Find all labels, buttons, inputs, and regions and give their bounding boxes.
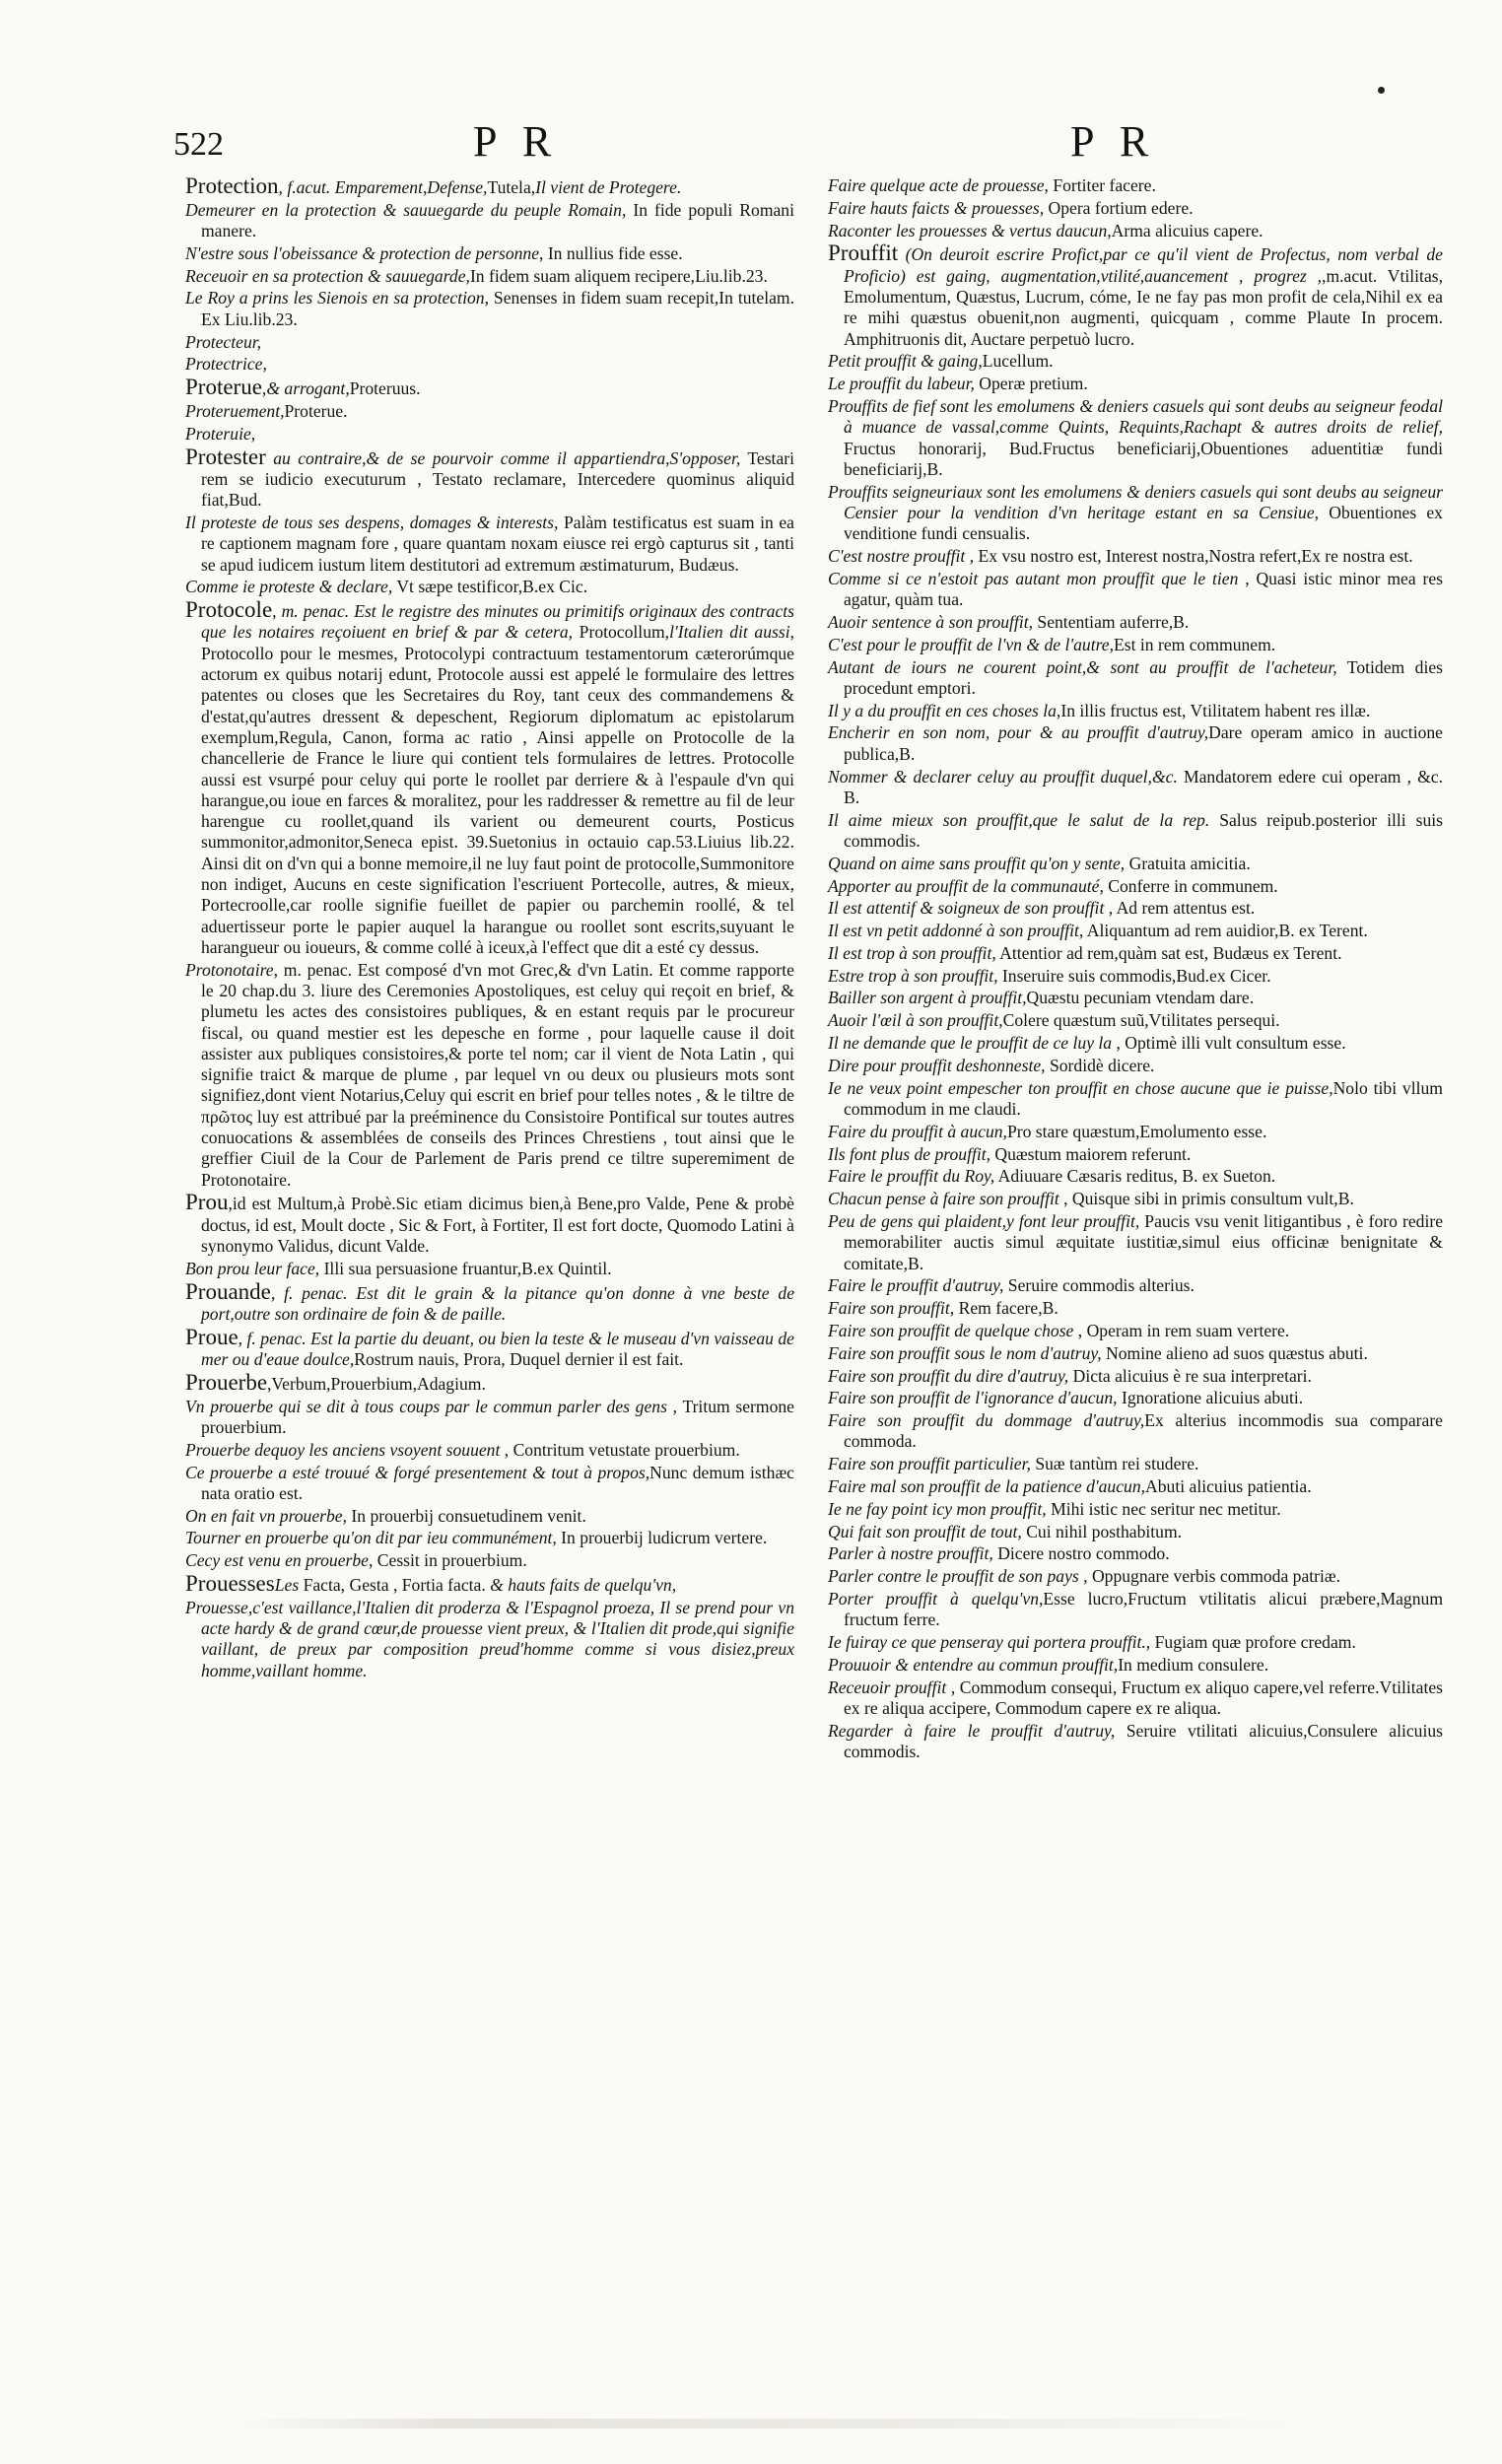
latin-text: Ignoratione alicuius abuti. [1117, 1388, 1304, 1408]
latin-text: Nomine alieno ad suos quæstus abuti. [1101, 1342, 1368, 1363]
latin-text: , In fide populi Romani manere. [201, 199, 794, 241]
headword: Prouffit [828, 240, 899, 266]
dictionary-entry [828, 722, 1443, 765]
latin-text: Colere quæstum suũ,Vtilitates persequi. [1002, 1010, 1280, 1031]
french-text: Comme ie proteste & declare, [185, 577, 393, 597]
latin-text: , Tritum sermone prouerbium. [201, 1396, 794, 1437]
latin-text: Quæstum maiorem referunt. [990, 1143, 1192, 1164]
french-text: Faire le prouffit d'autruy, [828, 1275, 1004, 1296]
french-text: Qui fait son prouffit de tout, [828, 1521, 1022, 1541]
dictionary-entry [828, 635, 1443, 655]
french-text: Faire son prouffit du dire d'autruy, [828, 1365, 1069, 1386]
latin-text: Abuti alicuius patientia. [1145, 1476, 1312, 1497]
dictionary-entry [185, 1528, 794, 1548]
latin-text: Opera fortium edere. [1044, 197, 1194, 218]
latin-text: Rem facere,B. [954, 1298, 1058, 1319]
french-text: Receuoir prouffit [828, 1677, 947, 1697]
latin-text: Est in rem communem. [1114, 634, 1276, 654]
french-text: , f.acut. Emparement,Defense, [278, 177, 488, 197]
dictionary-entry [828, 1078, 1443, 1121]
dictionary-entry [828, 988, 1443, 1008]
latin-text: , Operam in rem suam vertere. [1073, 1320, 1290, 1340]
dictionary-entry [828, 1298, 1443, 1319]
dictionary-entry [828, 1454, 1443, 1474]
french-text: N'estre sous l'obeissance & protection de personne [185, 242, 540, 263]
french-text: C'est nostre prouffit [828, 546, 966, 567]
left-column [185, 175, 794, 1682]
french-text: Faire son prouffit du dommage d'autruy, [828, 1410, 1145, 1431]
latin-text: Fugiam quæ profore credam. [1150, 1632, 1356, 1653]
dictionary-entry [828, 1410, 1443, 1453]
french-text: Faire son prouffit de quelque chose [828, 1320, 1074, 1340]
latin-text: Ex alterius incommodis sua comparare commoda. [844, 1410, 1443, 1452]
french-text: Ie ne veux point empescher ton prouffit en chose aucune que ie puisse, [828, 1077, 1333, 1098]
french-text: Faire son prouffit, [828, 1298, 955, 1319]
latin-text: Mandatorem edere cui operam , &c. B. [844, 766, 1443, 807]
dictionary-entry [185, 266, 794, 287]
french-text: Regarder à faire le prouffit d'autruy, [828, 1720, 1116, 1741]
french-text: Bon prou leur face, [185, 1258, 320, 1278]
latin-text: Protocollum, [573, 622, 670, 643]
latin-text: In prouerbij consuetudinem venit. [347, 1505, 586, 1526]
dictionary-entry [828, 482, 1443, 545]
dictionary-entry [828, 175, 1443, 196]
page-number: 522 [173, 126, 224, 163]
latin-text: , Quisque sibi in primis consultum vult,B. [1058, 1189, 1354, 1209]
headword: Proterue [185, 375, 262, 400]
latin-text: Operæ pretium. [974, 374, 1088, 394]
dictionary-entry [828, 854, 1443, 874]
dictionary-entry [185, 175, 794, 198]
dictionary-entry [828, 966, 1443, 987]
french-text: , f. penac. Est dit le grain & la pitance qu'on donne à vne beste de port,outre son ordinaire de foin & de paille. [201, 1282, 794, 1324]
french-text: Faire quelque acte de prouesse, [828, 175, 1049, 195]
dictionary-entry [828, 1476, 1443, 1497]
latin-text: ,Verbum,Prouerbium,Adagium. [267, 1373, 486, 1394]
dictionary-entry [185, 1278, 794, 1326]
french-text: Il est trop à son prouffit, [828, 942, 996, 963]
french-text: Prouffits seigneuriaux sont les emolumens & deniers casuels qui sont deubs au seigneur Censier pour la vendition d'vn heritage estant en sa Censiue, [828, 481, 1443, 522]
headword: Protester [185, 444, 266, 469]
dictionary-entry [828, 351, 1443, 372]
latin-text: Cessit in prouerbium. [373, 1550, 527, 1571]
latin-text: Illi sua persuasione fruantur,B.ex Quintil. [319, 1258, 612, 1278]
latin-text: Vt sæpe testificor,B.ex Cic. [392, 577, 588, 597]
french-text: Protectrice, [185, 354, 267, 375]
latin-text: Tutela, [487, 177, 536, 197]
french-text: (On deuroit escrire Profict,par ce qu'il vient de Profectus, nom verbal de Proficio) est gaing, augmentation,vtilité,auancement , progrez , [844, 244, 1443, 286]
dictionary-entry [185, 424, 794, 445]
dictionary-entry [185, 376, 794, 399]
dictionary-entry [828, 546, 1443, 567]
dictionary-entry [185, 1192, 794, 1257]
french-text: Bailler son argent à prouffit, [828, 988, 1027, 1008]
dictionary-entry [828, 701, 1443, 721]
headword: Prouande [185, 1278, 271, 1304]
french-text: Nommer & declarer celuy au prouffit duquel,&c. [828, 766, 1178, 787]
ink-dot [1378, 87, 1385, 94]
french-text: Estre trop à son prouffit, [828, 965, 998, 986]
french-text: , m. penac. Est le registre des minutes ou primitifs originaux des contracts que les notaires reçoiuent en brief & par & cetera, [201, 601, 794, 643]
dictionary-entry [828, 1589, 1443, 1631]
latin-text: Paucis vsu venit litigantibus , è foro redire memorabiliter auctis simul æquitate iustitiæ,simul eius officinæ benignitate & comitate,B. [844, 1210, 1444, 1273]
dictionary-entry [828, 1056, 1443, 1076]
latin-text: Nunc demum isthæc nata oratio est. [201, 1462, 794, 1503]
headword: Prouesses [185, 1571, 275, 1596]
dictionary-entry [828, 198, 1443, 219]
french-text: l'Italien dit aussi [669, 622, 790, 643]
dictionary-entry [185, 1259, 794, 1279]
latin-text: Obuentiones ex venditione fundi censualis. [844, 502, 1443, 544]
latin-text: Gratuita amicitia. [1125, 853, 1251, 873]
dictionary-entry [185, 200, 794, 242]
french-text: Apporter au prouffit de la communauté, [828, 875, 1104, 896]
french-text: Porter prouffit à quelqu'vn, [828, 1589, 1044, 1608]
french-text: Encherir en son nom, pour & au prouffit d'autruy, [828, 722, 1209, 743]
latin-text: , Ex vsu nostro est, Interest nostra,Nostra refert,Ex re nostra est. [965, 546, 1413, 567]
french-text: Le prouffit du labeur, [828, 374, 975, 394]
latin-text: In medium consulere. [1118, 1654, 1269, 1675]
dictionary-entry [185, 1506, 794, 1527]
dictionary-entry [185, 332, 794, 353]
french-text: Proteruement, [185, 400, 285, 421]
latin-text: Aliquantum ad rem auidior,B. ex Terent. [1083, 921, 1368, 941]
french-text: Chacun pense à faire son prouffit [828, 1189, 1059, 1209]
dictionary-entry [828, 374, 1443, 394]
dictionary-entry [185, 401, 794, 422]
dictionary-entry [185, 354, 794, 375]
dictionary-entry [828, 657, 1443, 700]
latin-text: ,id est Multum,à Probè.Sic etiam dicimus bien,à Bene,pro Valde, Pene & probè doctus, id est, Moult docte , Sic & Fort, à Fortiter, Il est fort docte, Quomodo Latini à synonymo Validus, dicunt Valde. [201, 1194, 794, 1257]
french-text: Faire son prouffit de l'ignorance d'aucun, [828, 1388, 1118, 1408]
latin-text: , Commodum consequi, Fructum ex aliquo capere,vel referre.Vtilitates ex re aliqua accipere, Commodum capere ex re aliqua. [844, 1677, 1443, 1718]
dictionary-entry [828, 221, 1443, 241]
french-text: Autant de iours ne courent point,& sont au prouffit de l'acheteur, [828, 656, 1337, 677]
latin-text: , Protocollo pour le mesmes, Protocolypi contractuum testamentorum cæterorúmque actorum ex quibus notarij edunt, Protocole aussi est appelé le formulaire des lettres patentes ou closes que les Secretaires du Roy, tant ceux des commandemens & d'estat,qu'autres dressent & depeschent, Regiorum diplomatum ac epistolarum exemplum,Regula, Canon, forma ac ratio , Ainsi appelle on Protocolle de la chancellerie de France le liure qui contient tels formulaires de lettres. Protocolle aussi est vsurpé pour celuy qui porte le roollet par derriere & à l'espaule d'vn qui harangue,ou ioue en farces & moralitez, pour les raddresser & remettre au fil de leur harengue cu roollet,quand ils varient ou demeurent courts, Posticus summonitor,admonitor,Seneca epist. 39.Suetonius in octauio cap.53.Liuius lib.22. Ainsi dit on d'vn qui a bonne memoire,il ne luy faut point de protocolle,Summonitore non indiget, Aucuns en ceste signification l'escriuent Portecolle, autres, & mieux, Portecroolle,car roolle signifie fueillet de papier ou parchemin roollé, & tel aduertisseur porte le papier auquel la harangue ou roollet sont escrits,suyuant le harangueur ou ioueurs, & comme collé à iceux,à l'effect que dit a esté cy dessus. [201, 622, 794, 957]
dictionary-entry [828, 1189, 1443, 1209]
french-text: & hauts faits de quelqu'vn, [485, 1575, 677, 1595]
latin-text: Quæstu pecuniam vtendam dare. [1026, 988, 1255, 1008]
french-text: Petit prouffit & gaing, [828, 351, 983, 372]
dictionary-entry [828, 242, 1443, 349]
headword: Proue [185, 1324, 239, 1349]
french-text: C'est pour le prouffit de l'vn & de l'autre, [828, 634, 1114, 654]
latin-text: Conferre in communem. [1103, 875, 1278, 896]
latin-text: Dicere nostro commodo. [992, 1543, 1170, 1564]
headword: Protection [185, 173, 279, 198]
latin-text: , m. penac. Est composé d'vn mot Grec,& d'vn Latin. Et comme rapporte le 20 chap.du 3. liure des Ceremonies Apostoliques, est celuy qui reçoit en brief, & plumetu les actes des consistoires publiques, & en estant requis par le procureur fiscal, ou quand mestier est les depesche en forme , pour laquelle cause il doit assister aux publiques consistoires,& porte tel nom; car il vient de Nota Latin , qui signifie traict & marque de plume , par lequel vn ou deux ou plusieurs mots sont signifiez,dont vient Notarius,Celuy qui escrit en brief pour telles notes , & le tiltre de πρῶτος luy est attribué par la preéminence du Consistoire Pontifical sur toutes autres conuocations & assemblées de conseils des Princes Chrestiens , tout ainsi que le greffier Ciuil de la Cour de Parlement de Paris prend ce tiltre superemiment de Protonotaire. [201, 959, 794, 1190]
dictionary-entry [185, 243, 794, 264]
dictionary-entry [185, 577, 794, 597]
dictionary-entry [185, 1598, 794, 1681]
french-text: Cecy est venu en prouerbe, [185, 1550, 374, 1571]
french-text: Il est vn petit addonné à son prouffit, [828, 921, 1084, 941]
latin-text: Dare operam amico in auctione publica,B. [844, 722, 1443, 764]
french-text: Il ne demande que le prouffit de ce luy la [828, 1033, 1113, 1054]
french-text: Il y a du prouffit en ces choses la, [828, 700, 1061, 720]
dictionary-entry [828, 1144, 1443, 1165]
latin-text: Dicta alicuius è re sua interpretari. [1068, 1365, 1312, 1386]
dictionary-entry [828, 921, 1443, 941]
latin-text: Sordidè dicere. [1045, 1055, 1155, 1075]
french-text: Auoir sentence à son prouffit, [828, 611, 1034, 632]
french-text: Prouffits de fief sont les emolumens & deniers casuels qui sont deubs au seigneur feodal à muance de vassal,comme Quints, Requints,Rachapt & autres droits de relief, [828, 395, 1443, 438]
dictionary-entry [828, 767, 1443, 809]
french-text: Faire mal son prouffit de la patience d'aucun, [828, 1476, 1146, 1497]
french-text: Auoir l'œil à son prouffit, [828, 1010, 1003, 1031]
latin-text: Rostrum nauis, Prora, Duquel dernier il est fait. [354, 1349, 684, 1370]
dictionary-entry [828, 1721, 1443, 1763]
dictionary-entry [828, 1010, 1443, 1031]
dictionary-entry [828, 1122, 1443, 1142]
latin-text: , Quasi istic minor mea res agatur, quàm tua. [844, 568, 1443, 610]
dictionary-entry [185, 513, 794, 576]
dictionary-entry [185, 446, 794, 512]
dictionary-entry [185, 960, 794, 1191]
french-text: Peu de gens qui plaident,y font leur prouffit, [828, 1210, 1140, 1231]
dictionary-entry [828, 1275, 1443, 1296]
french-text: Protonotaire [185, 959, 274, 980]
latin-text: Salus reipub.posterior illi suis commodis. [844, 809, 1443, 851]
latin-text: Testari rem se iudicio executurum , Testato reclamare, Intercedere quominus aliquid fiat,Bud. [201, 447, 794, 511]
french-text: Prouesse,c'est vaillance,l'Italien dit proderza & l'Espagnol proeza, Il se prend pour vn acte hardy & de grand cœur,de prouesse vient preux, & l'Italien dit prode,qui signifie vaillant, de preux par composition preud'homme comme si vous disiez,preux homme,vaillant homme. [185, 1597, 794, 1680]
latin-text: Facta, Gesta , Fortia facta. [299, 1575, 486, 1595]
dictionary-entry [185, 1463, 794, 1505]
french-text: Les [274, 1575, 300, 1595]
latin-text: Esse lucro,Fructum vtilitatis alicui præbere,Magnum fructum ferre. [844, 1589, 1443, 1630]
dictionary-entry [185, 1397, 794, 1439]
dictionary-entry [828, 1655, 1443, 1676]
french-text: Dire pour prouffit deshonneste, [828, 1055, 1046, 1075]
headword: Prouerbe [185, 1369, 268, 1395]
dictionary-entry [828, 898, 1443, 919]
latin-text: Totidem dies procedunt emptori. [844, 656, 1443, 698]
dictionary-entry [828, 1566, 1443, 1587]
latin-text: In illis fructus est, Vtilitatem habent res illæ. [1060, 700, 1371, 720]
dictionary-entry [828, 1343, 1443, 1364]
latin-text: Proteruus. [349, 378, 421, 399]
dictionary-entry [185, 1369, 794, 1395]
french-text: Proteruie, [185, 423, 256, 444]
french-text: Faire hauts faicts & prouesses, [828, 197, 1045, 218]
dictionary-entry [185, 1324, 794, 1371]
french-text: Comme si ce n'estoit pas autant mon prouffit que le tien [828, 568, 1239, 588]
dictionary-entry [828, 396, 1443, 480]
dictionary-entry [828, 810, 1443, 853]
running-head-left: P R [473, 117, 560, 166]
latin-text: Mihi istic nec seritur nec metitur. [1046, 1498, 1281, 1519]
french-text: Protecteur, [185, 331, 262, 352]
dictionary-entry [828, 1366, 1443, 1387]
dictionary-entry [185, 1550, 794, 1571]
french-text: Quand on aime sans prouffit qu'on y sente, [828, 853, 1126, 873]
dictionary-entry [185, 288, 794, 330]
latin-text: Sententiam auferre,B. [1033, 611, 1190, 632]
dictionary-entry [828, 943, 1443, 964]
latin-text: , Contritum vetustate prouerbium. [500, 1439, 740, 1460]
french-text: Faire le prouffit du Roy, [828, 1166, 995, 1187]
latin-text: Attentior ad rem,quàm sat est, Budæus ex Terent. [995, 942, 1342, 963]
latin-text: Seruire vtilitati alicuius,Consulere alicuius commodis. [844, 1720, 1443, 1762]
right-column [828, 175, 1443, 1764]
dictionary-entry [828, 1677, 1443, 1720]
latin-text: Seruire commodis alterius. [1003, 1275, 1195, 1296]
latin-text: Pro stare quæstum,Emolumento esse. [1006, 1121, 1267, 1141]
latin-text: Lucellum. [982, 351, 1054, 372]
french-text: Le Roy a prins les Sienois en sa protection [185, 288, 485, 308]
french-text: Prouuoir & entendre au commun prouffit, [828, 1654, 1119, 1675]
latin-text: ,m.acut. [1322, 265, 1378, 286]
latin-text: , Oppugnare verbis commoda patriæ. [1078, 1566, 1341, 1587]
french-text: Faire son prouffit sous le nom d'autruy, [828, 1342, 1102, 1363]
french-text: Il est attentif & soigneux de son prouffit [828, 898, 1105, 919]
latin-text: Fructus honorarij, Bud.Fructus beneficiarij,Obuentiones aduentitiæ fundi beneficiarij,B. [844, 438, 1443, 479]
latin-text: , Ad rem attentus est. [1104, 898, 1256, 919]
dictionary-entry [185, 1573, 794, 1596]
dictionary-entry [828, 1321, 1443, 1341]
dictionary-entry [828, 876, 1443, 897]
dictionary-entry [828, 1388, 1443, 1408]
latin-text: Cui nihil posthabitum. [1021, 1521, 1183, 1541]
latin-text: In prouerbij ludicrum vertere. [556, 1528, 768, 1548]
headword: Prou [185, 1190, 229, 1215]
french-text: Il proteste de tous ses despens, domages & interests, [185, 512, 559, 532]
latin-text: , Optimè illi vult consultum esse. [1112, 1033, 1346, 1054]
french-text: Ie fuiray ce que penseray qui portera prouffit., [828, 1632, 1151, 1653]
latin-text: Proterue. [284, 400, 348, 421]
dictionary-entry [828, 1543, 1443, 1564]
french-text: Parler contre le prouffit de son pays [828, 1566, 1079, 1587]
dictionary-entry [828, 1522, 1443, 1542]
french-text: Faire son prouffit particulier, [828, 1454, 1031, 1474]
french-text: On en fait vn prouerbe, [185, 1505, 348, 1526]
headword: Protocole [185, 597, 273, 623]
french-text: Ie ne fay point icy mon prouffit, [828, 1498, 1047, 1519]
french-text: Tourner en prouerbe qu'on dit par ieu communément, [185, 1528, 557, 1548]
latin-text: In fidem suam aliquem recipere,Liu.lib.23. [469, 265, 768, 286]
latin-text: Nolo tibi vllum commodum in me claudi. [844, 1077, 1443, 1119]
dictionary-entry [185, 599, 794, 958]
latin-text: Adiuuare Cæsaris reditus, B. ex Sueton. [994, 1166, 1276, 1187]
latin-text: , Senenses in fidem suam recepit,In tutelam. Ex Liu.lib.23. [201, 288, 794, 329]
dictionary-entry [828, 612, 1443, 633]
latin-text: Palàm testificatus est suam in ea re captionem magnam fore , quare quantam noxam eiusce rei ergò capturus sit , tanti se apud iudicem iustum litem destitutori ad extremum æstimaturum, Budæus. [201, 512, 794, 575]
french-text: , f. penac. Est la partie du deuant, ou bien la teste & le museau d'vn vaisseau de mer ou d'eaue doulce, [201, 1328, 794, 1370]
latin-text: Suæ tantùm rei studere. [1030, 1454, 1199, 1474]
french-text: Il aime mieux son prouffit,que le salut de la rep. [828, 809, 1210, 830]
latin-text: Fortiter facere. [1048, 175, 1156, 195]
page-smudge [237, 2419, 1321, 2429]
french-text: Prouerbe dequoy les anciens vsoyent souuent [185, 1439, 501, 1460]
french-text: Receuoir en sa protection & sauuegarde, [185, 265, 470, 286]
latin-text: Arma alicuius capere. [1111, 220, 1263, 240]
running-head-right: P R [1070, 117, 1157, 166]
french-text: Parler à nostre prouffit, [828, 1543, 993, 1564]
french-text: Raconter les prouesses & vertus daucun, [828, 220, 1112, 240]
dictionary-entry [828, 1166, 1443, 1187]
dictionary-entry [828, 1632, 1443, 1653]
dictionary-entry [828, 1211, 1443, 1274]
dictionary-entry [828, 1499, 1443, 1520]
dictionary-entry [185, 1440, 794, 1461]
latin-text: , In nullius fide esse. [539, 242, 683, 263]
latin-text: Inseruire suis commodis,Bud.ex Cicer. [997, 965, 1271, 986]
french-text: Ils font plus de prouffit, [828, 1143, 991, 1164]
french-text: au contraire,& de se pourvoir comme il appartiendra,S'opposer, [265, 447, 741, 468]
dictionary-entry [828, 569, 1443, 611]
french-text: Il vient de Protegere. [535, 177, 682, 197]
french-text: Demeurer en la protection & sauuegarde du peuple Romain [185, 199, 622, 220]
dictionary-entry [828, 1033, 1443, 1054]
french-text: Faire du prouffit à aucun, [828, 1121, 1007, 1141]
french-text: ,& arrogant, [261, 378, 350, 399]
french-text: Vn prouerbe qui se dit à tous coups par le commun parler des gens [185, 1396, 667, 1416]
latin-text: Vtilitas, Emolumentum, Quæstus, Lucrum, cóme, Ie ne fay pas mon profit de cela,Nihil ex ea re mihi quæstus obuenit,non augmenti, quicquam , comme Plaute In procem. Amphitruonis dit, Auctare perpetuò lucro. [844, 265, 1444, 349]
french-text: Ce prouerbe a esté trouué & forgé presentement & tout à propos, [185, 1462, 650, 1482]
